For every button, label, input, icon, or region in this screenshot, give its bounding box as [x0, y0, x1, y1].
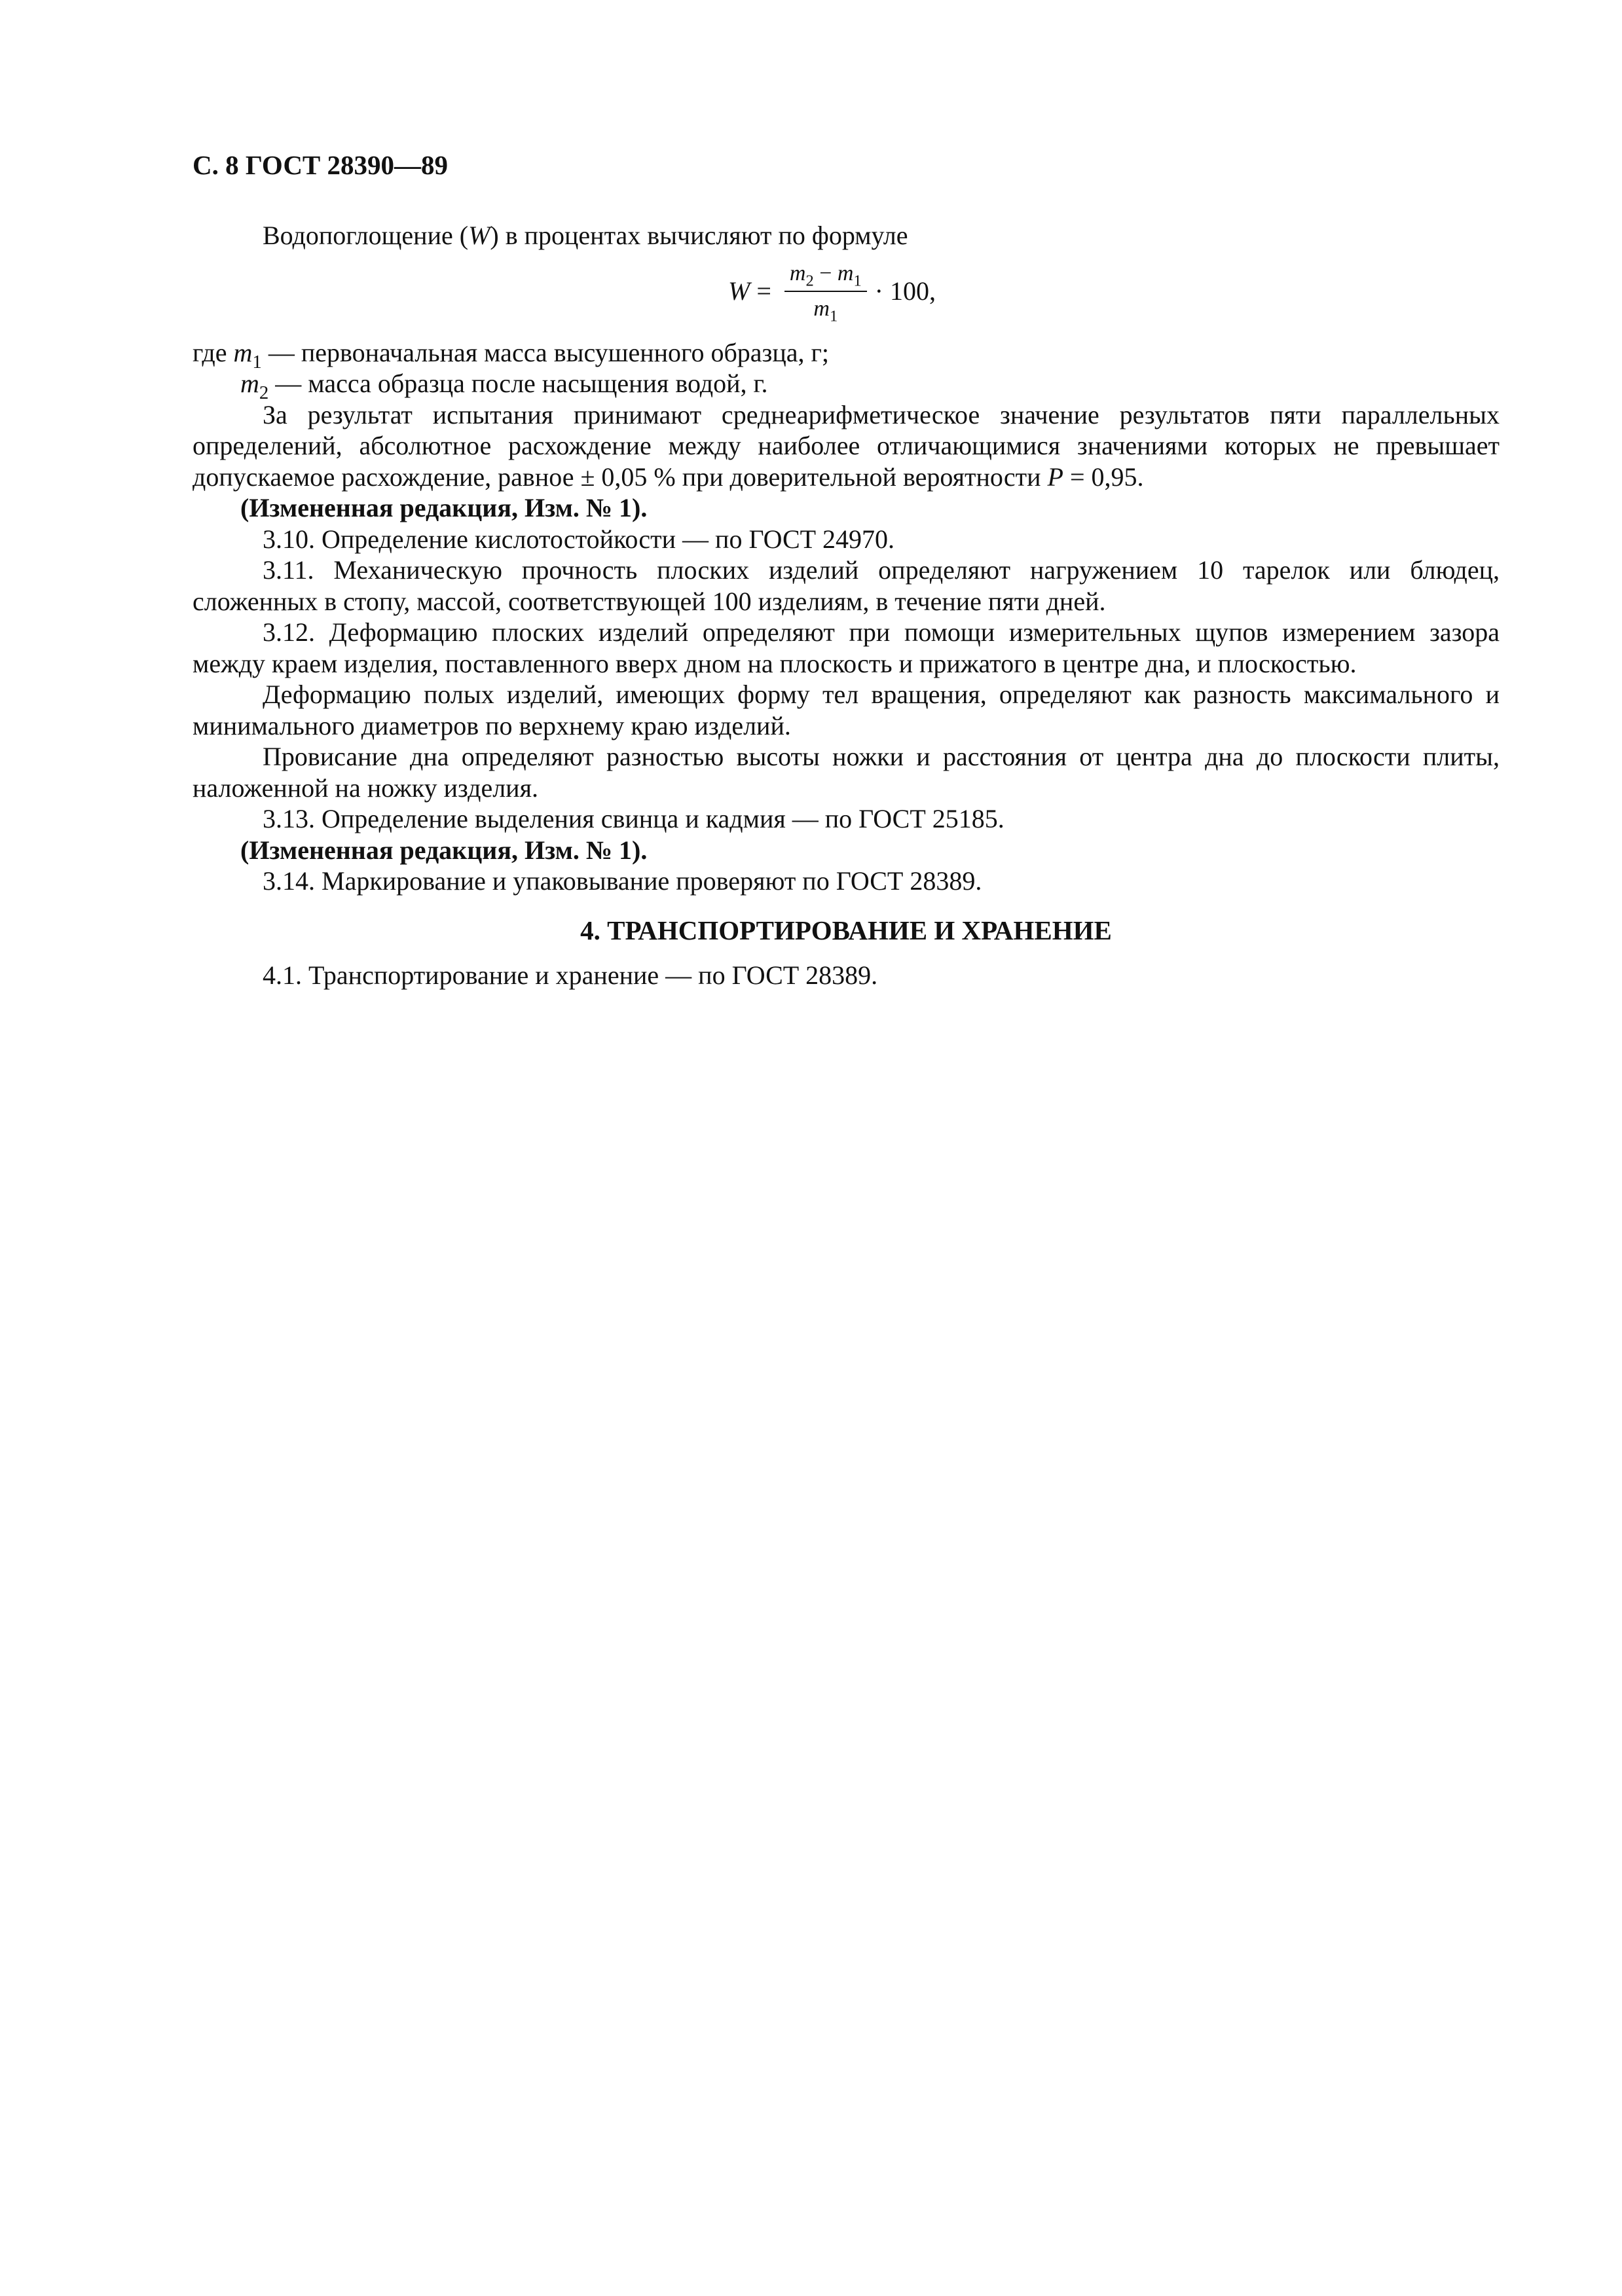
legend-text: — первоначальная масса высушенного образца, г;	[261, 337, 830, 367]
result-text: За результат испытания принимают среднеарифметическое значение результатов пяти параллельных определений, абсолютное расхождение между наиболее отличающимися значениями которых не превышает допускаемое расхождение, равное ± 0,05 % при доверительной вероятности	[193, 399, 1500, 492]
result-symbol-p: P	[1047, 462, 1063, 492]
legend-prefix: где	[193, 337, 234, 367]
numerator-m2: m	[789, 261, 806, 285]
denominator-m1: m	[813, 296, 830, 321]
paragraph-3-14: 3.14. Маркирование и упаковывание проверяют по ГОСТ 28389.	[263, 866, 982, 896]
legend-symbol: m	[233, 337, 253, 367]
result-tail: = 0,95.	[1063, 462, 1144, 492]
legend-symbol-sub: 1	[252, 351, 262, 373]
intro-symbol-w: W	[468, 221, 490, 250]
formula-numerator	[784, 261, 867, 292]
formula-fraction	[784, 261, 867, 325]
intro-text-before: Водопоглощение (	[263, 221, 469, 250]
amendment-note-1: (Измененная редакция, Изм. № 1).	[240, 493, 648, 522]
paragraph-3-11: 3.11. Механическую прочность плоских изделий определяют нагружением 10 тарелок или блюдец, сложенных в стопу, массой, соответствующей 100 изделиям, в течение пяти дней.	[193, 555, 1500, 616]
legend-text: — масса образца после насыщения водой, г.	[268, 369, 768, 398]
numerator-m1-sub: 1	[853, 272, 862, 290]
denominator-m1-sub: 1	[829, 307, 838, 325]
paragraph-3-12: 3.12. Деформацию плоских изделий определяют при помощи измерительных щупов измерением зазора между краем изделия, поставленного вверх дном на плоскость и прижатого в центре дна, и плоскостью.	[193, 617, 1500, 678]
formula-intro	[193, 220, 1500, 251]
section-4-title: 4. ТРАНСПОРТИРОВАНИЕ И ХРАНЕНИЕ	[580, 915, 1112, 945]
legend-row-m1	[193, 337, 1500, 373]
numerator-minus: −	[813, 261, 838, 285]
legend-symbol: m	[240, 369, 259, 398]
numerator-m2-sub: 2	[805, 272, 814, 290]
amendment-note-2: (Измененная редакция, Изм. № 1).	[240, 835, 648, 865]
paragraph-3-10: 3.10. Определение кислотостойкости — по ГОСТ 24970.	[263, 524, 895, 554]
paragraph-bottom-sag: Провисание дна определяют разностью высоты ножки и расстояния от центра дна до плоскости плиты, наложенной на ножку изделия.	[193, 742, 1500, 803]
formula-denominator	[813, 292, 838, 325]
formula-equals: =	[750, 276, 778, 306]
document-body	[193, 220, 1500, 991]
formula-tail: · 100,	[874, 276, 936, 306]
numerator-m1: m	[837, 261, 854, 285]
legend-row-m2	[193, 368, 1500, 404]
paragraph-3-13: 3.13. Определение выделения свинца и кадмия — по ГОСТ 25185.	[263, 804, 1005, 833]
paragraph-hollow-deformation: Деформацию полых изделий, имеющих форму тел вращения, определяют как разность максимального и минимального диаметров по верхнему краю изделий.	[193, 680, 1500, 740]
paragraph-result	[193, 399, 1500, 493]
water-absorption-formula	[193, 251, 1500, 337]
legend-symbol-sub: 2	[259, 382, 269, 404]
formula-lhs: W	[728, 276, 750, 306]
intro-text-after: ) в процентах вычисляют по формуле	[490, 221, 908, 250]
paragraph-4-1: 4.1. Транспортирование и хранение — по ГОСТ 28389.	[263, 960, 878, 990]
page-header: С. 8 ГОСТ 28390—89	[193, 150, 449, 180]
formula-expression	[728, 255, 936, 327]
